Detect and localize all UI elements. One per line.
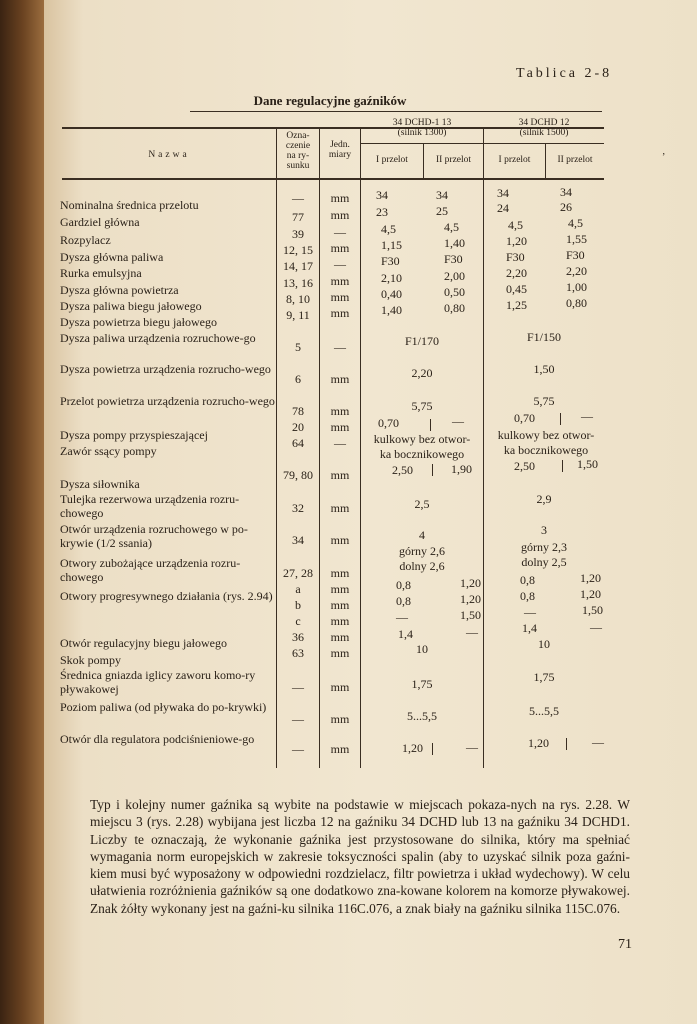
row-value: 0,80 (444, 301, 465, 315)
row-unit: mm (330, 241, 350, 255)
row-value: F30 (566, 248, 585, 262)
row-value-span: 4 (419, 528, 425, 542)
row-value-upper: górny 2,6 (399, 544, 445, 558)
pair-separator (566, 738, 567, 750)
row-unit: — (334, 225, 346, 239)
row-fig: 9, 11 (286, 308, 310, 322)
row-unit: mm (330, 742, 350, 756)
row-fig: 14, 17 (283, 259, 313, 273)
row-value-span: 10 (416, 642, 428, 656)
header-fig: Ozna- czenie na ry- sunku (285, 131, 311, 171)
row-fig: b (295, 598, 301, 612)
row-name: Rozpylacz (60, 233, 111, 247)
row-unit: mm (330, 614, 350, 628)
row-fig: 36 (292, 630, 304, 644)
row-unit: mm (330, 420, 350, 434)
row-unit: mm (330, 191, 350, 205)
row-name: Tulejka rezerwowa urządzenia rozru-chowego (60, 492, 240, 520)
row-value: 0,8 (396, 594, 411, 608)
row-value: 1,90 (451, 462, 472, 476)
margin-mark: ʼ (662, 152, 666, 163)
row-name: Dysza paliwa biegu jałowego (60, 299, 202, 313)
row-unit: mm (330, 208, 350, 222)
row-value: 1,40 (381, 303, 402, 317)
row-name: Przelot powietrza urządzenia rozrucho-wego (60, 394, 275, 408)
row-value: — (466, 740, 478, 754)
header-carb-2: 34 DCHD 12 (silnik 1500) (518, 118, 570, 138)
row-unit: mm (330, 533, 350, 547)
row-value-upper: górny 2,3 (521, 540, 567, 554)
row-value: 34 (376, 188, 388, 202)
row-value: — (592, 735, 604, 749)
row-name: Dysza siłownika (60, 477, 140, 491)
row-name: Skok pompy (60, 653, 122, 667)
row-fig: 64 (292, 436, 304, 450)
row-fig: 12, 15 (283, 243, 313, 257)
row-value: 1,20 (528, 736, 549, 750)
row-unit: mm (330, 582, 350, 596)
row-value-span: F1/150 (526, 330, 561, 344)
row-value: — (581, 409, 593, 423)
row-fig: 79, 80 (283, 468, 313, 482)
row-value: 23 (376, 205, 388, 219)
row-value: 1,00 (566, 280, 587, 294)
row-fig: 13, 16 (283, 276, 313, 290)
row-fig: 34 (292, 533, 304, 547)
row-value: — (466, 625, 478, 639)
row-value: 1,20 (402, 741, 423, 755)
body-paragraph: Typ i kolejny numer gaźnika są wybite na podstawie w miejscach pokaza-nych na rys. 2.28. W miejscu 3 (rys. 2.28) wybijana jest liczba 12 na gaźniku 34 DCHD lub 13 na gaźniku 34 DCHD1. Liczby te oznaczają, że wykonanie gaźnika jest przystosowane do silnika, który ma spełniać wymagania norm europejskich w zakresie toksyczności spalin (aby to uzyskać silnik poza gaźni-kiem musi być wyposażony w odpowiedni rozdzielacz, filtr powietrza i układ wydechowy). W celu ułatwienia rozróżnienia gaźników są one dodatkowo zna-kowane kolorem na komorze pływakowej. Znak żółty wykonany jest na gaźni-ku silnika 116C.076, a znak biały na gaźniku silnika 115C.076. (90, 797, 630, 916)
row-value: 4,5 (444, 220, 459, 234)
row-value: — (590, 620, 602, 634)
row-value: 1,20 (460, 592, 481, 606)
row-fig: 6 (295, 372, 301, 386)
pair-separator (432, 743, 433, 755)
table-number: Tablica 2-8 (516, 66, 613, 81)
row-value: 0,8 (520, 589, 535, 603)
row-value-lower: dolny 2,5 (521, 555, 567, 569)
row-fig: — (292, 712, 304, 726)
row-unit: — (334, 257, 346, 271)
row-fig: 32 (292, 501, 304, 515)
row-fig: 63 (292, 646, 304, 660)
row-value: 2,50 (392, 463, 413, 477)
row-value: 34 (436, 188, 448, 202)
row-fig: c (295, 614, 301, 628)
row-value: F30 (381, 254, 400, 268)
row-name: Dysza główna powietrza (60, 283, 179, 297)
row-value-span: F1/170 (404, 334, 439, 348)
row-value: 1,4 (398, 627, 413, 641)
row-value: 1,15 (381, 238, 402, 252)
row-unit: mm (330, 372, 350, 386)
row-value: 0,40 (381, 287, 402, 301)
header-stage-1b: I przelot (498, 155, 531, 165)
row-value-span: kulkowy bez otwor-ka bocznikowego (497, 428, 595, 457)
row-value: — (524, 605, 536, 619)
pair-separator (432, 464, 433, 476)
row-unit: mm (330, 306, 350, 320)
row-value: 0,50 (444, 285, 465, 299)
row-name: Gardziel główna (60, 215, 140, 229)
row-value: 0,70 (378, 416, 399, 430)
row-name: Rurka emulsyjna (60, 266, 142, 280)
row-value-span: kulkowy bez otwor-ka bocznikowego (373, 432, 471, 461)
row-fig: — (292, 680, 304, 694)
row-value: 34 (497, 186, 509, 200)
row-fig: 27, 28 (283, 566, 313, 580)
row-value-span: 2,5 (414, 497, 430, 511)
row-fig: — (292, 742, 304, 756)
header-mid-rule (360, 143, 604, 144)
row-unit: mm (330, 630, 350, 644)
row-unit: mm (330, 468, 350, 482)
row-name: Otwory progresywnego działania (rys. 2.94) (60, 589, 273, 603)
row-value: F30 (444, 252, 463, 266)
row-value: 1,20 (506, 234, 527, 248)
row-value-span: 1,75 (411, 677, 433, 691)
row-value: 4,5 (568, 216, 583, 230)
table-caption: Dane regulacyjne gaźników (253, 93, 407, 108)
header-name: Nazwa (148, 150, 190, 160)
row-value: 0,70 (514, 411, 535, 425)
header-bottom-rule (62, 178, 604, 180)
row-value-lower: dolny 2,6 (399, 559, 445, 573)
row-value: 2,00 (444, 269, 465, 283)
pair-separator (562, 460, 563, 472)
row-value-span: 10 (538, 637, 550, 651)
row-value: 1,50 (577, 457, 598, 471)
row-unit: mm (330, 598, 350, 612)
row-value: 1,20 (580, 587, 601, 601)
row-value: — (396, 610, 408, 624)
header-stage-2b: II przelot (557, 155, 593, 165)
row-fig: 5 (295, 340, 301, 354)
row-name: Średnica gniazda iglicy zaworu komo-ry pływakowej (60, 668, 256, 696)
row-value: 2,20 (506, 266, 527, 280)
row-value: 2,50 (514, 459, 535, 473)
row-unit: — (334, 436, 346, 450)
row-unit: mm (330, 680, 350, 694)
row-value: 25 (436, 204, 448, 218)
row-name: Zawór ssący pompy (60, 444, 157, 458)
row-value: 1,20 (580, 571, 601, 585)
row-value: 1,20 (460, 576, 481, 590)
row-unit: mm (330, 290, 350, 304)
row-name: Dysza główna paliwa (60, 250, 164, 264)
row-value-span: 2,20 (411, 366, 433, 380)
row-name: Dysza powietrza biegu jałowego (60, 315, 217, 329)
row-value: — (452, 414, 464, 428)
row-unit: mm (330, 274, 350, 288)
row-value: 24 (497, 201, 509, 215)
pair-separator (560, 413, 561, 425)
row-value: 34 (560, 185, 572, 199)
row-name: Otwór regulacyjny biegu jałowego (60, 636, 227, 650)
row-value: 4,5 (381, 222, 396, 236)
caption-rule (190, 111, 602, 112)
row-value-span: 3 (541, 523, 547, 537)
row-value: F30 (506, 250, 525, 264)
row-unit: mm (330, 646, 350, 660)
row-value: 0,45 (506, 282, 527, 296)
row-unit: — (334, 340, 346, 354)
header-stage-2a: II przelot (435, 155, 472, 165)
row-value: 0,8 (520, 573, 535, 587)
row-value: 1,55 (566, 232, 587, 246)
row-value: 4,5 (508, 218, 523, 232)
row-unit: mm (330, 501, 350, 515)
row-value: 1,4 (522, 621, 537, 635)
row-value: 1,50 (582, 603, 603, 617)
row-fig: — (292, 191, 304, 205)
header-stage-1a: I przelot (376, 155, 408, 165)
row-value: 1,40 (444, 236, 465, 250)
row-name: Dysza powietrza urządzenia rozrucho-wego (60, 362, 271, 376)
row-value-span: 5,75 (533, 394, 555, 408)
row-value: 1,50 (460, 608, 481, 622)
header-unit: Jedn. miary (328, 140, 352, 160)
row-value-span: 1,75 (533, 670, 555, 684)
row-value-span: 1,50 (533, 362, 555, 376)
page-number: 71 (618, 937, 632, 952)
row-value: 2,20 (566, 264, 587, 278)
pair-separator (430, 419, 431, 431)
row-value: 1,25 (506, 298, 527, 312)
row-value-span: 5...5,5 (407, 709, 437, 723)
row-fig: 20 (292, 420, 304, 434)
row-fig: 77 (292, 210, 304, 224)
row-name: Dysza pompy przyspieszającej (60, 428, 208, 442)
row-name: Dysza paliwa urządzenia rozruchowe-go (60, 331, 256, 345)
row-value: 0,8 (396, 578, 411, 592)
row-value: 2,10 (381, 271, 402, 285)
row-unit: mm (330, 566, 350, 580)
row-name: Otwór dla regulatora podciśnieniowe-go (60, 732, 255, 746)
row-name: Otwory zubożające urządzenia rozru-chowego (60, 556, 241, 584)
row-fig: 39 (292, 227, 304, 241)
row-name: Otwór urządzenia rozruchowego w po-krywie (1/2 ssania) (60, 522, 248, 550)
row-name: Poziom paliwa (od pływaka do po-krywki) (60, 700, 267, 714)
row-unit: mm (330, 712, 350, 726)
row-value: 0,80 (566, 296, 587, 310)
row-unit: mm (330, 404, 350, 418)
row-value-span: 5...5,5 (529, 704, 559, 718)
row-fig: 78 (292, 404, 304, 418)
row-fig: a (295, 582, 301, 596)
row-fig: 8, 10 (286, 292, 310, 306)
row-value: 26 (560, 200, 572, 214)
row-name: Nominalna średnica przelotu (60, 198, 199, 212)
header-carb-1: 34 DCHD-1 13 (silnik 1300) (392, 118, 452, 138)
row-value-span: 5,75 (411, 399, 433, 413)
row-value-span: 2,9 (536, 492, 552, 506)
col-divider-3 (360, 128, 361, 768)
